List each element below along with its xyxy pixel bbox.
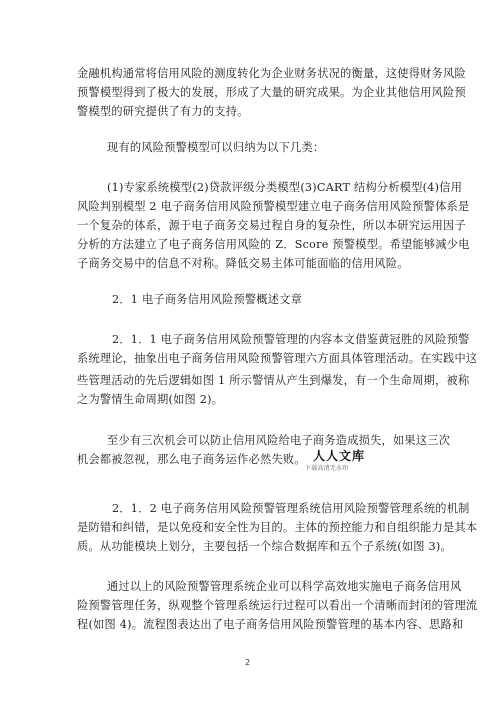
paragraph-7-line-1: 2．1．2 电子商务信用风险预警管理系统信用风险预警管理系统的机制 [112, 502, 470, 515]
paragraph-6-line-2: 机会都被忽视，那么电子商务运作必然失败。 [77, 453, 306, 466]
paragraph-5-line-4: 之为警情生命周期(如图 2)。 [77, 393, 224, 406]
paragraph-1-line-3: 警模型的研究提供了有力的支持。 [77, 105, 249, 118]
paragraph-5-line-2: 系统理论，抽象出电子商务信用风险预警管理六方面具体管理活动。在实践中这 [77, 352, 478, 365]
section-heading-2-1: 2．1 电子商务信用风险预警概述文章 [112, 293, 303, 306]
paragraph-5-line-1: 2．1．1 电子商务信用风险预警管理的内容本文借鉴黄冠胜的风险预警 [112, 333, 470, 346]
paragraph-3-line-3: 一个复杂的体系，源于电子商务交易过程自身的复杂性，所以本研究运用因子 [77, 219, 466, 232]
paragraph-5-line-3: 些管理活动的先后逻辑如图 1 所示警情从产生到爆发，有一个生命周期，被称 [77, 374, 470, 387]
page-number: 2 [245, 658, 251, 667]
paragraph-1-line-2: 预警模型得到了极大的发展，形成了大量的研究成果。为企业其他信用风险预 [77, 86, 466, 99]
paragraph-3-line-2: 风险判别模型 2 电子商务信用风险预警模型建立电子商务信用风险预警体系是 [77, 200, 470, 213]
paragraph-8-line-3: 程(如图 4)。流程图表达出了电子商务信用风险预警管理的基本内容、思路和 [77, 618, 464, 631]
paragraph-8-line-1: 通过以上的风险预警管理系统企业可以科学高效地实施电子商务信用风 [107, 580, 462, 593]
paragraph-3-line-5: 子商务交易中的信息不对称。降低交易主体可能面临的信用风险。 [77, 257, 409, 270]
paragraph-2-line-1: 现有的风险预警模型可以归纳为以下几类： [107, 141, 325, 154]
watermark-title: 人人文库 [313, 449, 366, 463]
paragraph-1-line-1: 金融机构通常将信用风险的测度转化为企业财务状况的衡量，这使得财务风险 [77, 67, 466, 80]
paragraph-6-line-1: 至少有三次机会可以防止信用风险给电子商务造成损失，如果这三次 [107, 434, 451, 447]
paragraph-7-line-2: 是防错和纠错，是以免疫和安全性为目的。主体的预控能力和自组织能力是其本 [77, 521, 478, 534]
paragraph-8-line-2: 险预警管理任务，纵观整个管理系统运行过程可以看出一个清晰而封闭的管理流 [77, 599, 478, 612]
watermark-subtitle: 下载高清无水印 [305, 465, 349, 472]
paragraph-3-line-1: (1)专家系统模型(2)贷款评级分类模型(3)CART 结构分析模型(4)信用 [107, 181, 463, 194]
paragraph-7-line-3: 质。从功能模块上划分，主要包括一个综合数据库和五个子系统(如图 3)。 [77, 540, 452, 553]
watermark-logo [301, 447, 389, 475]
paragraph-3-line-4: 分析的方法建立了电子商务信用风险的 Z．Score 预警模型。希望能够减少电 [77, 238, 470, 251]
